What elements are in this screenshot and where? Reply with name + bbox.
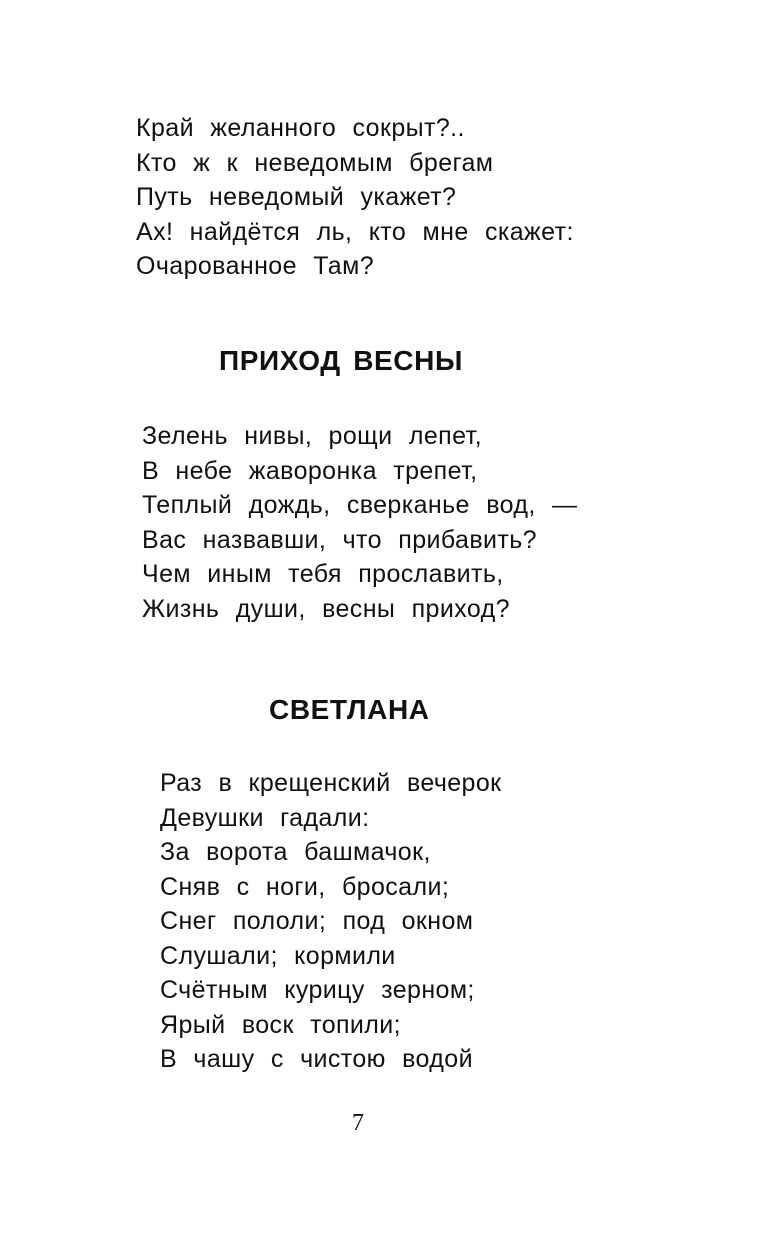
poem-title-svetlana: СВЕТЛАНА [269,694,430,725]
verse-line: Кто ж к неведомым брегам [136,148,494,177]
verse-line: В чашу с чистою водой [160,1045,473,1073]
verse-line: Раз в крещенский вечерок [160,769,502,797]
verse-line: Ярый воск топили; [160,1010,401,1039]
verse-line: Сняв с ноги, бросали; [160,872,450,901]
poem-svetlana-stanza [160,766,502,1077]
verse-line: Путь неведомый укажет? [136,183,457,211]
poem-title-spring: ПРИХОД ВЕСНЫ [219,345,463,376]
verse-line: Жизнь души, весны приход? [142,594,510,623]
verse-line: Край желанного сокрыт?.. [136,114,465,142]
verse-line: Ах! найдётся ль, кто мне скажет: [136,217,574,246]
verse-line: Слушали; кормили [160,941,396,970]
verse-line: За ворота башмачок, [160,838,431,866]
verse-line: Счётным курицу зерном; [160,976,475,1004]
verse-line: Очарованное Там? [136,252,374,280]
verse-line: Теплый дождь, сверканье вод, — [142,491,578,519]
verse-line: В небе жаворонка трепет, [142,456,478,485]
poem-ending-stanza [136,111,574,284]
verse-line: Зелень нивы, рощи лепет, [142,422,482,450]
poem-spring-stanza [142,419,577,626]
verse-line: Вас назвавши, что прибавить? [142,525,537,554]
verse-line: Чем иным тебя прославить, [142,560,504,588]
verse-line: Девушки гадали: [160,803,370,832]
verse-line: Снег пололи; под окном [160,907,474,935]
page-number: 7 [352,1110,364,1136]
